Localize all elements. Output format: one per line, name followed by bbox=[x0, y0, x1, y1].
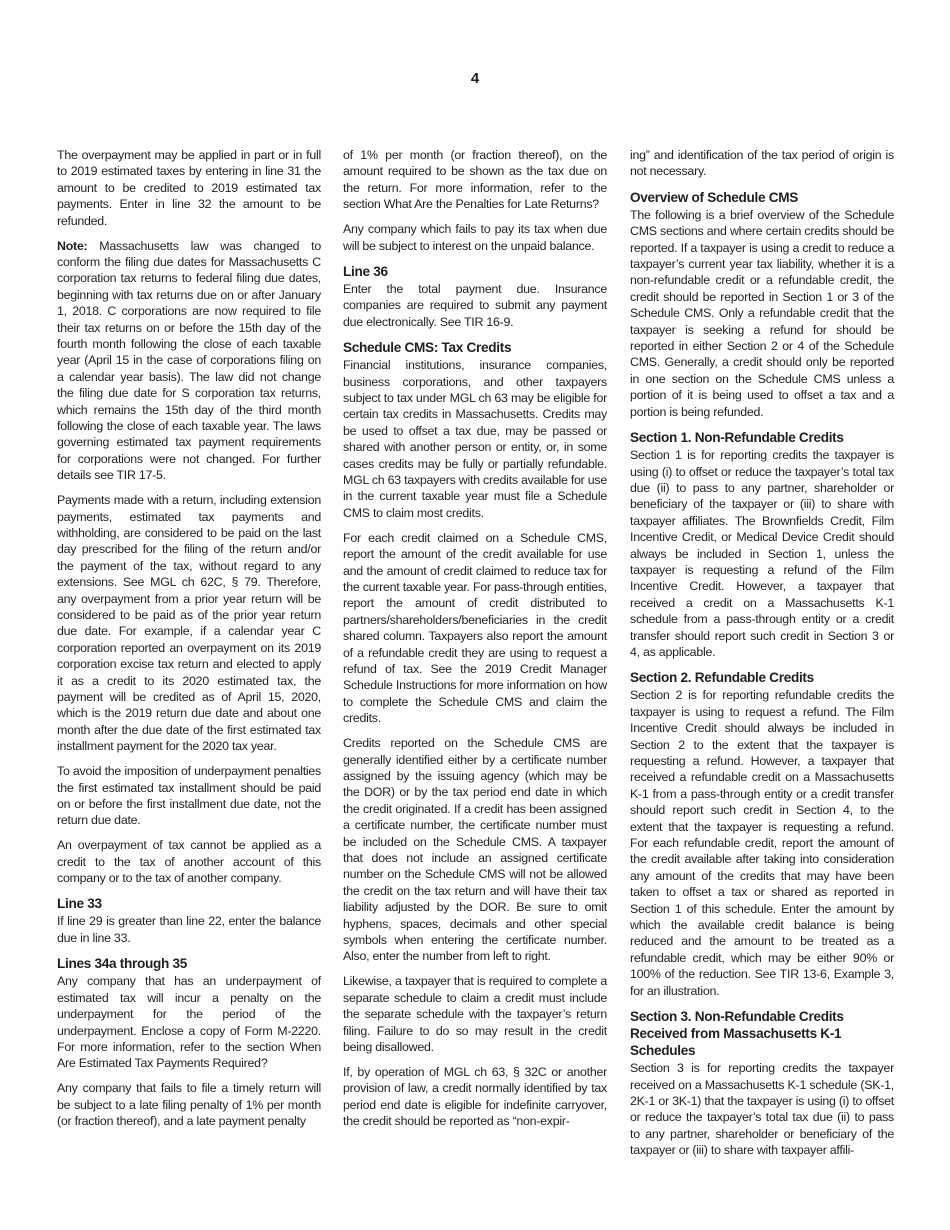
paragraph-non-expiring: ing” and identification of the tax period of origin is not necessary. bbox=[630, 148, 894, 179]
heading-section-3: Section 3. Non-Refundable Credits Received from Massachusetts K-1 Schedules bbox=[630, 1009, 844, 1059]
paragraph-overpayment-tax: An overpayment of tax cannot be applied as a credit to the tax of another account of this company or to the tax of another company. bbox=[57, 838, 321, 886]
column-1 bbox=[57, 147, 321, 1138]
paragraph-overview-cms: The following is a brief overview of the Schedule CMS sections and where certain credits should be reported. If a taxpayer is using a credit to reduce a taxpayer’s current year tax liability, whether it is a non-refundable credit or a refundable credit, the credit should be reported in Section 1 or 3 of the Schedule CMS. Only a refundable credit that the taxpayer is seeking a refund for should be reported in either Section 2 or 4 of the Schedule CMS. Generally, a credit should only be reported in one section on the Schedule CMS unless a portion of it is being used to offset a tax and a portion is being refunded. bbox=[630, 207, 894, 419]
heading-section-1: Section 1. Non-Refundable Credits bbox=[630, 430, 844, 446]
paragraph-interest: Any company which fails to pay its tax when due will be subject to interest on the unpaid balance. bbox=[343, 222, 607, 253]
note-label: Note: bbox=[57, 238, 88, 253]
paragraph-section-1: Section 1 is for reporting credits the taxpayer is using (i) to offset or reduce the taxpayer’s total tax due (ii) to pass to any partner, shareholder or beneficiary of the taxpayer or (iii) to share with taxpayer affiliates. The Brownfields Credit, Film Incentive Credit, or Medical Device Credit should always be included in Section 1, unless the taxpayer is requesting a refund of the Film Incentive Credit. However, a taxpayer that received a credit on a Massachusetts K-1 schedule from a pass-through entity or a credit transfer should report such credit in Section 3 or 4, as applicable. bbox=[630, 448, 894, 659]
heading-overview-cms: Overview of Schedule CMS bbox=[630, 189, 799, 205]
paragraph-line-33: If line 29 is greater than line 22, enter the balance due in line 33. bbox=[57, 914, 321, 945]
heading-line-36: Line 36 bbox=[343, 263, 388, 279]
paragraph-line-36: Enter the total payment due. Insurance companies are required to submit any payment due electronically. See TIR 16-9. bbox=[343, 281, 607, 329]
heading-line-33: Line 33 bbox=[57, 896, 102, 912]
heading-section-2: Section 2. Refundable Credits bbox=[630, 670, 814, 686]
paragraph-late-penalty: of 1% per month (or fraction thereof), on the amount required to be shown as the tax due on the return. For more information, refer to the section What Are the Penalties for Late Returns? bbox=[343, 148, 607, 212]
paragraph-cms-carryover: If, by operation of MGL ch 63, § 32C or another provision of law, a credit normally identified by tax period end date is eligible for indefinite carryover, the credit should be reported as “non-expir- bbox=[343, 1064, 607, 1129]
column-3 bbox=[630, 147, 894, 1167]
paragraph-cms-separate-schedule: Likewise, a taxpayer that is required to complete a separate schedule to claim a credit must include the separate schedule with the taxpayer’s return filing. Failure to do so may result in the credit being disallowed. bbox=[343, 974, 607, 1054]
paragraph-section-3: Section 3 is for reporting credits the taxpayer received on a Massachusetts K-1 schedule (SK-1, 2K-1 or 3K-1) that the taxpayer is using (i) to offset or reduce the taxpayer’s total tax due (ii) to pass to any partner, shareholder or beneficiary of the taxpayer or (iii) to share with taxpayer affili- bbox=[630, 1061, 894, 1158]
paragraph-lines-34a-penalty: Any company that has an underpayment of estimated tax will incur a penalty on the underpayment for the period of the underpayment. Enclose a copy of Form M-2220. For more information, refer to the section When Are Estimated Tax Payments Required? bbox=[57, 974, 321, 1071]
heading-lines-34a-35: Lines 34a through 35 bbox=[57, 956, 187, 972]
paragraph-cms-claim: For each credit claimed on a Schedule CMS, report the amount of the credit available for use and the amount of credit claimed to reduce tax for the current taxable year. For pass-through entities, report the amount of credit distributed to partners/shareholders/beneficiaries in the credit shared column. Taxpayers also report the amount of a refundable credit they are using to request a refund of tax. See the 2019 Credit Manager Schedule Instructions for more information on how to complete the Schedule CMS and claim the credits. bbox=[343, 530, 607, 726]
paragraph-lines-34a-late: Any company that fails to file a timely return will be subject to a late filing penalty of 1% per month (or fraction thereof), and a late payment penalty bbox=[57, 1081, 321, 1129]
paragraph-payments: Payments made with a return, including extension payments, estimated tax payments and withholding, are considered to be paid on the last day prescribed for the filing of the return and/or the payment of the tax, without regard to any extensions. See MGL ch 62C, § 79. Therefore, any overpayment from a prior year return will be considered to be paid as of the prior year return due date. For example, if a calendar year C corporation reported an overpayment on its 2019 corporation excise tax return and elected to apply it as a credit to its 2020 estimated tax, the payment will be credited as of April 15, 2020, which is the 2019 return due date and about one month after the due date of the first estimated tax installment payment for the 2020 tax year. bbox=[57, 493, 321, 754]
heading-schedule-cms: Schedule CMS: Tax Credits bbox=[343, 340, 512, 356]
paragraph-cms-intro: Financial institutions, insurance companies, business corporations, and other taxpayers subject to tax under MGL ch 63 may be eligible for certain tax credits in Massachusetts. Credits may be used to offset a tax due, may be passed or shared with another person or entity, or, in some cases credits may be fully or partially refundable. MGL ch 63 taxpayers with credits available for use in the current taxable year must file a Schedule CMS to claim most credits. bbox=[343, 358, 607, 520]
column-2 bbox=[343, 147, 607, 1138]
page-number: 4 bbox=[470, 70, 480, 87]
paragraph-note bbox=[57, 238, 321, 484]
paragraph-section-2: Section 2 is for reporting refundable credits the taxpayer is using to request a refund. The Film Incentive Credit should always be included in Section 2 to the extent that the taxpayer is requesting a refund. However, a taxpayer that received a refundable credit on a Massachusetts K-1 from a pass-through entity or a credit transfer should report such credit in Section 4, to the extent that the taxpayer is requesting a refund. For each refundable credit, report the amount of the credit available after taking into consideration any amount of the credits that may have been taken to offset a tax or shared as reported in Section 1 of this schedule. Enter the amount by which the available credit balance is being reduced and the amount to be treated as a refundable credit, which may be either 90% or 100% of the reduction. See TIR 13-6, Example 3, for an illustration. bbox=[630, 688, 894, 998]
paragraph-underpayment: To avoid the imposition of underpayment penalties the first estimated tax installment should be paid on or before the first installment due date, not the return due date. bbox=[57, 764, 321, 828]
paragraph-overpayment: The overpayment may be applied in part or in full to 2019 estimated taxes by entering in line 31 the amount to be credited to 2019 estimated tax payments. Enter in line 32 the amount to be refunded. bbox=[57, 148, 321, 228]
note-text: Massachusetts law was changed to conform the filing due dates for Massachusetts C corporation tax returns to federal filing due dates, beginning with tax returns due on or after January 1, 2018. C corporations are now required to file their tax returns on or before the 15th day of the fourth month following the close of each taxable year (April 15 in the case of corporations filing on a calendar year basis). The law did not change the filing due date for S corporation tax returns, which remains the 15th day of the third month following the close of each taxable year. The laws governing estimated tax payment requirements for corporations were not changed. For further details see TIR 17-5. bbox=[57, 238, 321, 483]
paragraph-cms-certificate: Credits reported on the Schedule CMS are generally identified either by a certificate number assigned by the issuing agency (which may be the DOR) or by the tax period end date in which the credit originated. If a credit has been assigned a certificate number, the certificate number must be included on the Schedule CMS. A taxpayer that does not include an assigned certificate number on the Schedule CMS will not be allowed the credit on the tax return and will have their tax liability adjusted by the DOR. Be sure to omit hyphens, spaces, decimals and other special symbols when entering the certificate number. Also, enter the number from left to right. bbox=[343, 736, 607, 964]
